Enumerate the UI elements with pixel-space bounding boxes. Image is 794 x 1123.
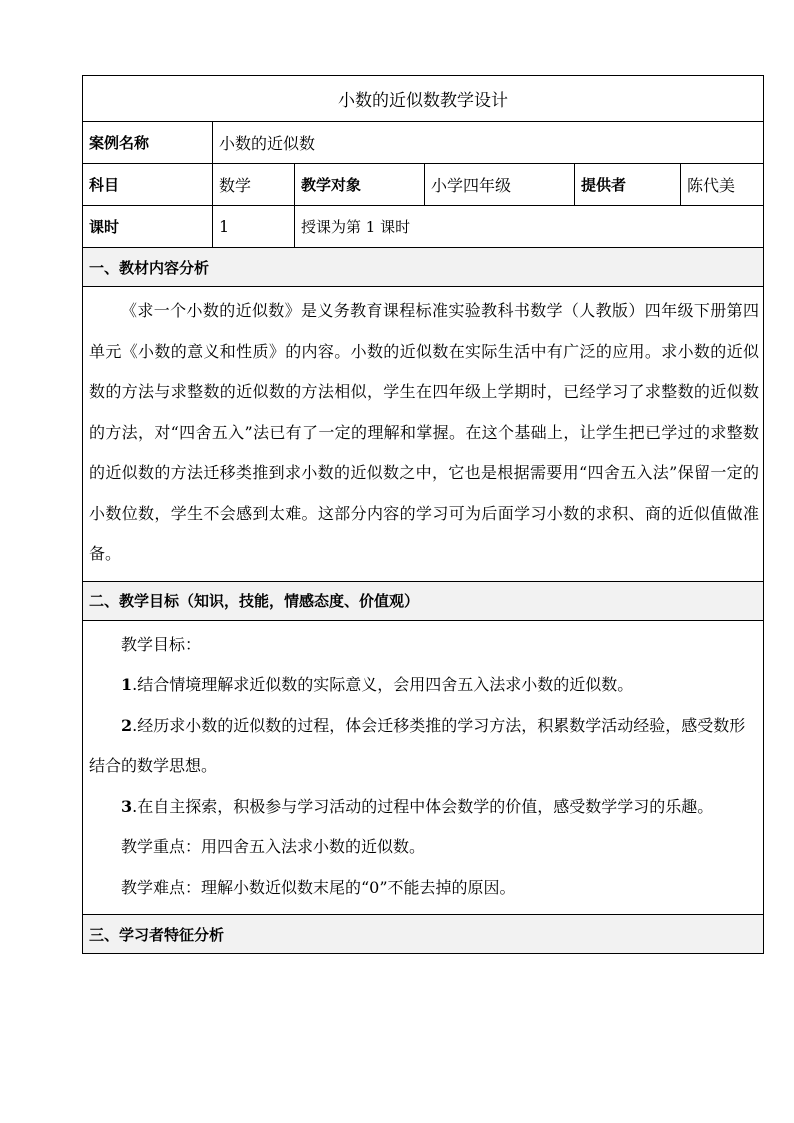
goal-item xyxy=(89,787,759,828)
goals-intro: 教学目标： xyxy=(121,634,202,654)
goal-number: 3 xyxy=(121,796,133,816)
goal-text: .经历求小数的近似数的过程，体会迁移类推的学习方法，积累数学活动经验，感受数形结合的数学思想。 xyxy=(89,715,746,775)
period-label: 课时 xyxy=(83,206,213,248)
period-value: 1 xyxy=(213,206,295,248)
lesson-plan-table xyxy=(82,75,764,954)
goal-text: .结合情境理解求近似数的实际意义，会用四舍五入法求小数的近似数。 xyxy=(132,675,634,694)
section-2-heading: 二、教学目标（知识，技能，情感态度、价值观） xyxy=(83,581,764,620)
lesson-plan-document xyxy=(82,75,763,954)
case-name-value: 小数的近似数 xyxy=(213,122,764,164)
subject-value: 数学 xyxy=(213,164,295,206)
audience-label: 教学对象 xyxy=(295,164,425,206)
section-3-heading: 三、学习者特征分析 xyxy=(83,915,764,954)
goal-item xyxy=(89,665,759,706)
provider-label: 提供者 xyxy=(575,164,681,206)
section-1-body xyxy=(83,287,764,582)
section-1-heading: 一、教材内容分析 xyxy=(83,248,764,287)
document-title: 小数的近似数教学设计 xyxy=(83,76,764,122)
key-point: 教学重点：用四舍五入法求小数的近似数。 xyxy=(121,837,426,856)
goal-item xyxy=(89,706,759,787)
provider-value: 陈代美 xyxy=(681,164,764,206)
case-name-label: 案例名称 xyxy=(83,122,213,164)
audience-value: 小学四年级 xyxy=(425,164,575,206)
subject-label: 科目 xyxy=(83,164,213,206)
period-note: 授课为第 1 课时 xyxy=(295,206,764,248)
section-1-text: 《求一个小数的近似数》是义务教育课程标准实验教科书数学（人教版）四年级下册第四单元《小数的意义和性质》的内容。小数的近似数在实际生活中有广泛的应用。求小数的近似数的方法与求整数的近似数的方法相似，学生在四年级上学期时，已经学习了求整数的近似数的方法，对“四舍五入”法已有了一定的理解和掌握。在这个基础上，让学生把已学过的求整数的近似数的方法迁移类推到求小数的近似数之中，它也是根据需要用“四舍五入法”保留一定的小数位数，学生不会感到太难。这部分内容的学习可为后面学习小数的求积、商的近似值做准备。 xyxy=(89,301,759,563)
difficulty-point: 教学难点：理解小数近似数末尾的“0”不能去掉的原因。 xyxy=(121,877,516,897)
goal-text: .在自主探索，积极参与学习活动的过程中体会数学的价值，感受数学学习的乐趣。 xyxy=(132,796,714,816)
goal-number: 2 xyxy=(121,715,133,735)
goal-number: 1 xyxy=(121,675,133,694)
section-2-body xyxy=(83,620,764,915)
